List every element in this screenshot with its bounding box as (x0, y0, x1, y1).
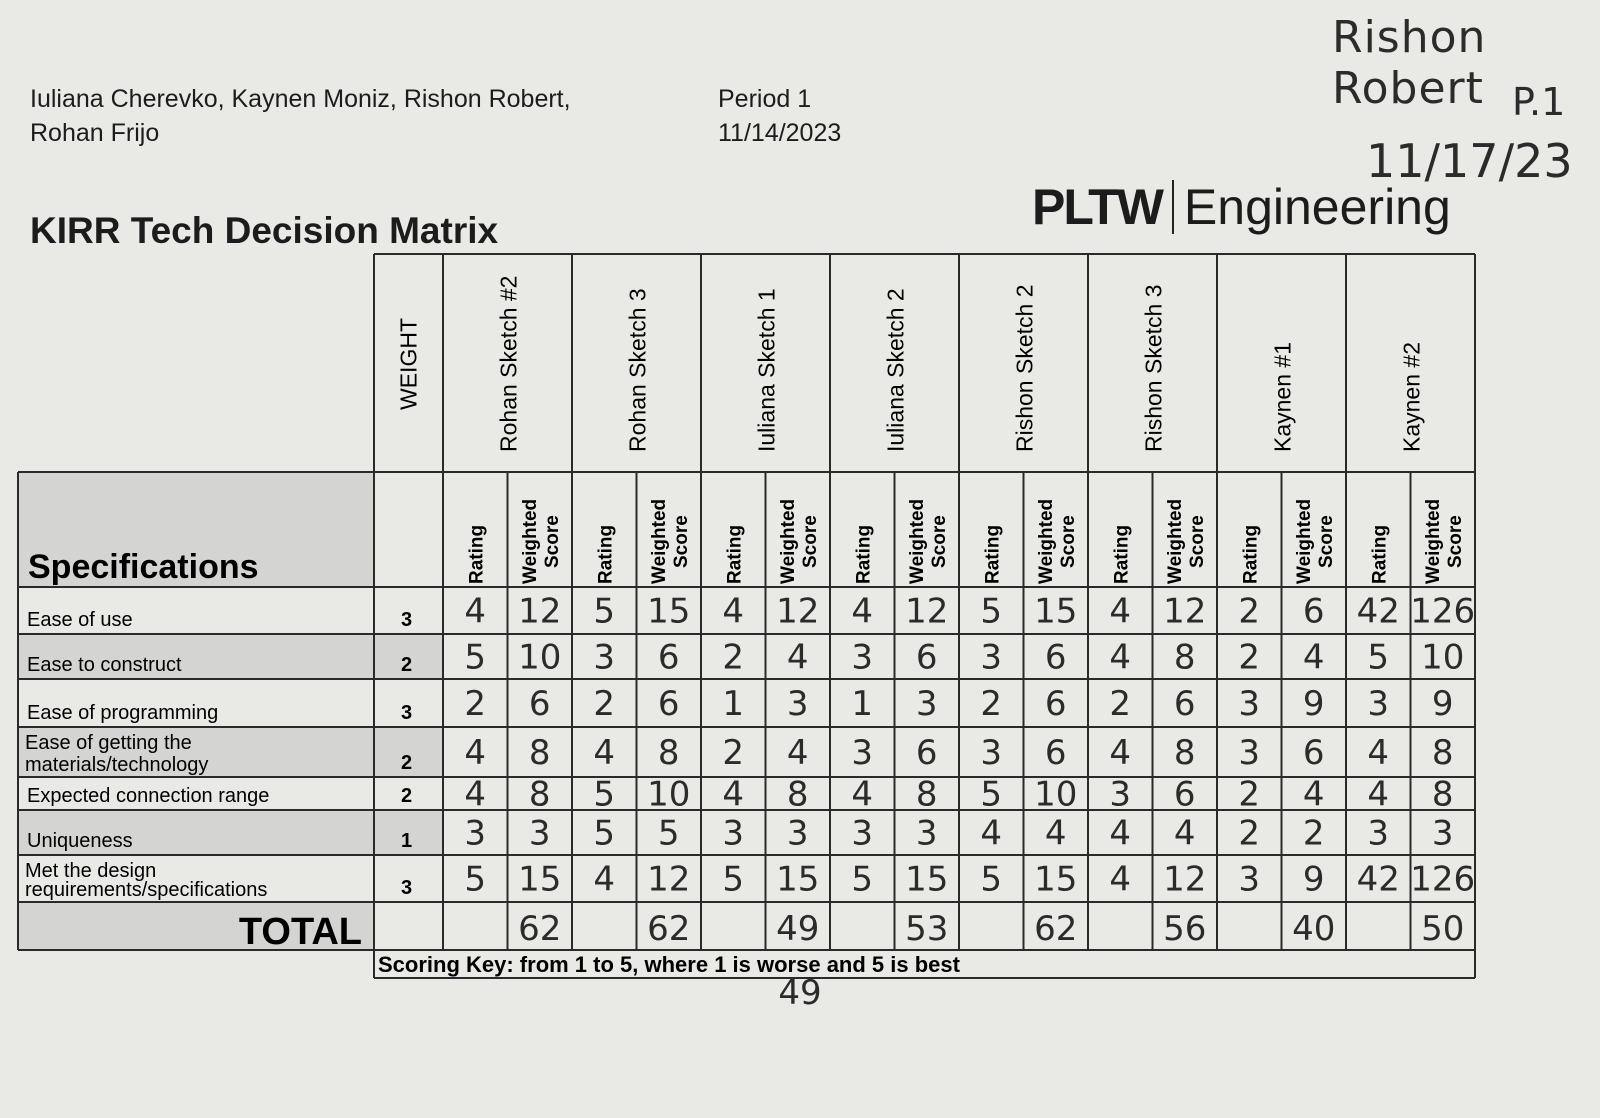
weighted-score-cell: 3 (915, 684, 938, 724)
rating-cell: 5 (1367, 637, 1390, 678)
weighted-score-cell: 8 (1173, 637, 1196, 678)
weighted-score-cell: 12 (518, 591, 562, 632)
rating-cell: 5 (980, 591, 1003, 632)
total-score: 40 (1292, 909, 1336, 949)
scoring-key: Scoring Key: from 1 to 5, where 1 is worse and 5 is best (378, 952, 960, 977)
rating-cell: 2 (1109, 684, 1132, 724)
option-header: Rohan Sketch #2 (495, 275, 522, 452)
total-score: 62 (518, 909, 562, 949)
rating-cell: 5 (980, 774, 1003, 815)
spec-label: Expected connection range (27, 785, 270, 807)
rating-cell: 4 (464, 591, 487, 632)
rating-subheader: Rating (1111, 524, 1133, 584)
rating-cell: 3 (593, 637, 616, 678)
rating-cell: 4 (1109, 859, 1132, 900)
weighted-subheader: Weighted (648, 498, 670, 584)
option-header: Iuliana Sketch 1 (753, 288, 780, 452)
weighted-score-cell: 3 (786, 813, 809, 854)
weighted-score-cell: 8 (915, 774, 938, 815)
rating-cell: 4 (1109, 813, 1132, 854)
weighted-score-cell: 6 (528, 684, 551, 724)
date-label: 11/14/2023 (718, 119, 842, 147)
weighted-score-cell: 15 (905, 859, 949, 900)
weighted-score-cell: 15 (518, 859, 562, 900)
rating-cell: 4 (1109, 591, 1132, 632)
rating-subheader: Rating (595, 524, 617, 584)
weighted-score-cell: 6 (1044, 637, 1067, 678)
weighted-score-cell: 8 (1431, 774, 1454, 815)
weight-value: 2 (400, 752, 413, 774)
rating-cell: 3 (464, 813, 487, 854)
weighted-score-cell: 6 (1302, 591, 1325, 632)
total-score: 56 (1163, 909, 1207, 949)
rating-cell: 4 (464, 733, 487, 773)
spec-label: Met the design (25, 860, 157, 882)
rating-cell: 3 (1367, 813, 1390, 854)
rating-cell: 5 (464, 859, 487, 900)
weighted-score-cell: 3 (528, 813, 551, 854)
weighted-score-cell: 15 (1034, 591, 1078, 632)
rating-cell: 2 (1238, 813, 1261, 854)
rating-cell: 1 (722, 684, 745, 724)
rating-subheader: Rating (1240, 524, 1262, 584)
score-subheader: Score (1444, 515, 1466, 568)
weight-header: WEIGHT (395, 318, 422, 410)
rating-subheader: Rating (853, 524, 875, 584)
engineering-wordmark: Engineering (1183, 179, 1451, 235)
page-title: KIRR Tech Decision Matrix (30, 210, 499, 251)
spec-label: Ease to construct (27, 654, 182, 676)
rating-cell: 5 (593, 591, 616, 632)
spec-label: requirements/specifications (25, 879, 268, 901)
weighted-score-cell: 10 (1034, 774, 1078, 815)
handwritten-period: P.1 (1512, 80, 1566, 124)
weighted-score-cell: 9 (1302, 859, 1325, 900)
weighted-score-cell: 8 (1431, 733, 1454, 773)
rating-cell: 2 (1238, 774, 1261, 815)
weighted-subheader: Weighted (1035, 498, 1057, 584)
weighted-score-cell: 3 (915, 813, 938, 854)
weighted-score-cell: 9 (1431, 684, 1454, 724)
weighted-score-cell: 2 (1302, 813, 1325, 854)
rating-cell: 2 (722, 637, 745, 678)
option-header: Rohan Sketch 3 (624, 288, 651, 452)
rating-cell: 42 (1356, 591, 1400, 632)
weighted-score-cell: 10 (647, 774, 691, 815)
rating-cell: 4 (1367, 774, 1390, 815)
weighted-score-cell: 10 (1421, 637, 1465, 678)
option-header: Kaynen #1 (1269, 342, 1296, 452)
spec-label: Ease of getting the (25, 732, 192, 754)
rating-cell: 3 (1238, 684, 1261, 724)
weighted-subheader: Weighted (906, 498, 928, 584)
weight-value: 1 (400, 830, 413, 852)
rating-cell: 5 (464, 637, 487, 678)
total-score: 49 (776, 909, 820, 949)
rating-cell: 4 (851, 591, 874, 632)
weighted-score-cell: 126 (1410, 591, 1476, 632)
weighted-score-cell: 5 (657, 813, 680, 854)
weight-value: 2 (400, 654, 413, 676)
total-score: 62 (1034, 909, 1078, 949)
rating-cell: 3 (980, 733, 1003, 773)
score-subheader: Score (1315, 515, 1337, 568)
weighted-score-cell: 8 (528, 774, 551, 815)
score-subheader: Score (541, 515, 563, 568)
rating-cell: 2 (1238, 637, 1261, 678)
rating-cell: 4 (980, 813, 1003, 854)
weighted-score-cell: 12 (647, 859, 691, 900)
rating-cell: 3 (1367, 684, 1390, 724)
weighted-score-cell: 3 (786, 684, 809, 724)
spec-label: Ease of programming (27, 702, 219, 724)
specifications-header: Specifications (28, 548, 259, 586)
rating-subheader: Rating (982, 524, 1004, 584)
weighted-score-cell: 10 (518, 637, 562, 678)
rating-cell: 1 (851, 684, 874, 724)
rating-cell: 3 (1238, 859, 1261, 900)
weight-value: 3 (400, 702, 413, 724)
weighted-score-cell: 6 (915, 733, 938, 773)
rating-cell: 2 (593, 684, 616, 724)
weighted-score-cell: 6 (1044, 733, 1067, 773)
spec-label: materials/technology (25, 754, 209, 776)
weighted-score-cell: 15 (776, 859, 820, 900)
score-subheader: Score (1057, 515, 1079, 568)
weighted-score-cell: 8 (1173, 733, 1196, 773)
rating-cell: 3 (980, 637, 1003, 678)
total-score: 50 (1421, 909, 1465, 949)
weight-value: 2 (400, 785, 413, 807)
pltw-wordmark: PLTW (1032, 179, 1162, 235)
weighted-score-cell: 4 (786, 733, 809, 773)
spec-label: Uniqueness (27, 830, 133, 852)
option-header: Rishon Sketch 2 (1011, 284, 1038, 452)
weighted-score-cell: 9 (1302, 684, 1325, 724)
rating-cell: 4 (722, 774, 745, 815)
rating-subheader: Rating (724, 524, 746, 584)
weighted-score-cell: 12 (1163, 591, 1207, 632)
rating-cell: 3 (851, 813, 874, 854)
weighted-score-cell: 6 (1173, 684, 1196, 724)
score-subheader: Score (670, 515, 692, 568)
weighted-subheader: Weighted (519, 498, 541, 584)
weighted-score-cell: 3 (1431, 813, 1454, 854)
rating-cell: 3 (1238, 733, 1261, 773)
score-subheader: Score (928, 515, 950, 568)
weight-value: 3 (400, 609, 413, 631)
team-names-line-1: Iuliana Cherevko, Kaynen Moniz, Rishon Robert, (30, 85, 571, 113)
weighted-score-cell: 12 (1163, 859, 1207, 900)
rating-cell: 3 (722, 813, 745, 854)
score-subheader: Score (1186, 515, 1208, 568)
weighted-score-cell: 6 (657, 684, 680, 724)
handwritten-name: Rishon Robert (1332, 12, 1487, 114)
handwritten-note: 49 (778, 973, 822, 1013)
weighted-score-cell: 126 (1410, 859, 1476, 900)
total-score: 53 (905, 909, 949, 949)
weighted-score-cell: 15 (647, 591, 691, 632)
total-label: TOTAL (238, 911, 362, 953)
weighted-score-cell: 8 (786, 774, 809, 815)
weighted-score-cell: 8 (657, 733, 680, 773)
score-subheader: Score (799, 515, 821, 568)
weight-value: 3 (400, 877, 413, 899)
rating-cell: 3 (851, 637, 874, 678)
rating-cell: 2 (1238, 591, 1261, 632)
option-header: Rishon Sketch 3 (1140, 284, 1167, 452)
rating-cell: 2 (980, 684, 1003, 724)
weighted-score-cell: 4 (1302, 637, 1325, 678)
weighted-score-cell: 6 (1173, 774, 1196, 815)
rating-cell: 5 (980, 859, 1003, 900)
rating-cell: 5 (593, 774, 616, 815)
weighted-score-cell: 4 (1044, 813, 1067, 854)
rating-cell: 3 (1109, 774, 1132, 815)
weighted-score-cell: 8 (528, 733, 551, 773)
rating-cell: 4 (593, 859, 616, 900)
weighted-score-cell: 12 (776, 591, 820, 632)
rating-cell: 3 (851, 733, 874, 773)
weighted-score-cell: 6 (1302, 733, 1325, 773)
rating-cell: 5 (593, 813, 616, 854)
weighted-subheader: Weighted (777, 498, 799, 584)
rating-cell: 4 (593, 733, 616, 773)
weighted-score-cell: 4 (1173, 813, 1196, 854)
weighted-score-cell: 4 (1302, 774, 1325, 815)
total-score: 62 (647, 909, 691, 949)
option-header: Iuliana Sketch 2 (882, 288, 909, 452)
rating-cell: 4 (722, 591, 745, 632)
rating-cell: 4 (851, 774, 874, 815)
rating-cell: 2 (464, 684, 487, 724)
rating-cell: 4 (464, 774, 487, 815)
handwritten-date: 11/17/23 (1366, 134, 1573, 188)
rating-subheader: Rating (1369, 524, 1391, 584)
period-label: Period 1 (718, 85, 812, 113)
weighted-subheader: Weighted (1293, 498, 1315, 584)
rating-cell: 4 (1367, 733, 1390, 773)
rating-cell: 5 (851, 859, 874, 900)
weighted-score-cell: 15 (1034, 859, 1078, 900)
weighted-score-cell: 6 (657, 637, 680, 678)
weighted-score-cell: 12 (905, 591, 949, 632)
rating-cell: 42 (1356, 859, 1400, 900)
rating-cell: 4 (1109, 733, 1132, 773)
team-names-line-2: Rohan Frijo (30, 119, 160, 147)
rating-cell: 5 (722, 859, 745, 900)
weighted-score-cell: 6 (1044, 684, 1067, 724)
weighted-subheader: Weighted (1164, 498, 1186, 584)
rating-subheader: Rating (466, 524, 488, 584)
weighted-score-cell: 6 (915, 637, 938, 678)
rating-cell: 2 (722, 733, 745, 773)
spec-label: Ease of use (27, 609, 133, 631)
weighted-subheader: Weighted (1422, 498, 1444, 584)
option-header: Kaynen #2 (1398, 342, 1425, 452)
rating-cell: 4 (1109, 637, 1132, 678)
weighted-score-cell: 4 (786, 637, 809, 678)
